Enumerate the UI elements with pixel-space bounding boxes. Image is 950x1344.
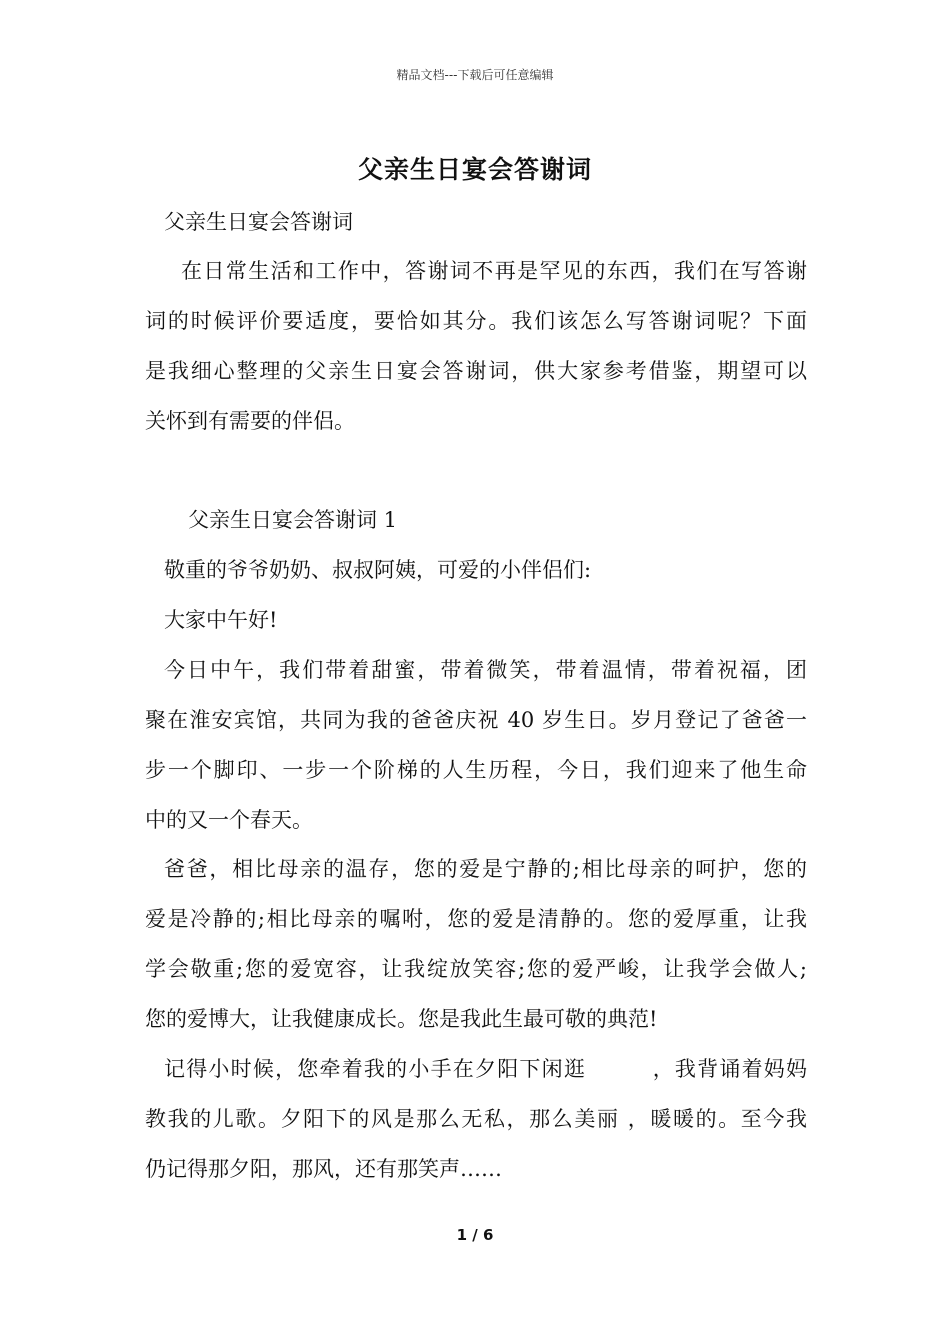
paragraph-line: 步一个脚印、一步一个阶梯的人生历程，今日，我们迎来了他生命 — [145, 758, 807, 782]
paragraph-line: 教我的儿歌。夕阳下的风是那么无私，那么美丽 ，暖暖的。至今我 — [145, 1107, 807, 1131]
hello-line: 大家中午好! — [164, 608, 278, 632]
greeting-line: 敬重的爷爷奶奶、叔叔阿姨，可爱的小伴侣们: — [164, 558, 592, 582]
document-title: 父亲生日宴会答谢词 — [357, 155, 592, 184]
paragraph-line: 爱是冷静的;相比母亲的嘱咐，您的爱是清静的。您的爱厚重，让我 — [145, 907, 807, 931]
paragraph-line: 今日中午，我们带着甜蜜，带着微笑，带着温情，带着祝福，团 — [164, 658, 807, 682]
paragraph-line: 记得小时候，您牵着我的小手在夕阳下闲逛 ，我背诵着妈妈 — [164, 1057, 807, 1081]
paragraph-line: 您的爱博大，让我健康成长。您是我此生最可敬的典范! — [145, 1007, 658, 1031]
intro-line: 在日常生活和工作中，答谢词不再是罕见的东西，我们在写答谢 — [181, 259, 807, 283]
intro-line: 词的时候评价要适度，要恰如其分。我们该怎么写答谢词呢？下面 — [145, 309, 807, 333]
intro-line: 是我细心整理的父亲生日宴会答谢词，供大家参考借鉴，期望可以 — [145, 359, 807, 383]
paragraph-line: 学会敬重;您的爱宽容，让我绽放笑容;您的爱严峻，让我学会做人; — [145, 957, 807, 981]
paragraph-line: 中的又一个春天。 — [145, 808, 313, 832]
paragraph-line: 仍记得那夕阳，那风，还有那笑声…… — [145, 1157, 502, 1181]
section-heading: 父亲生日宴会答谢词 1 — [188, 508, 398, 532]
paragraph-line: 爸爸，相比母亲的温存，您的爱是宁静的;相比母亲的呵护，您的 — [164, 857, 807, 881]
intro-line: 关怀到有需要的伴侣。 — [145, 409, 355, 433]
page-header: 精品文档---下载后可任意编辑 — [396, 68, 554, 82]
document-subtitle: 父亲生日宴会答谢词 — [164, 210, 353, 234]
page-number: 1 / 6 — [456, 1226, 494, 1244]
paragraph-line: 聚在淮安宾馆，共同为我的爸爸庆祝 40 岁生日。岁月登记了爸爸一 — [145, 708, 807, 732]
